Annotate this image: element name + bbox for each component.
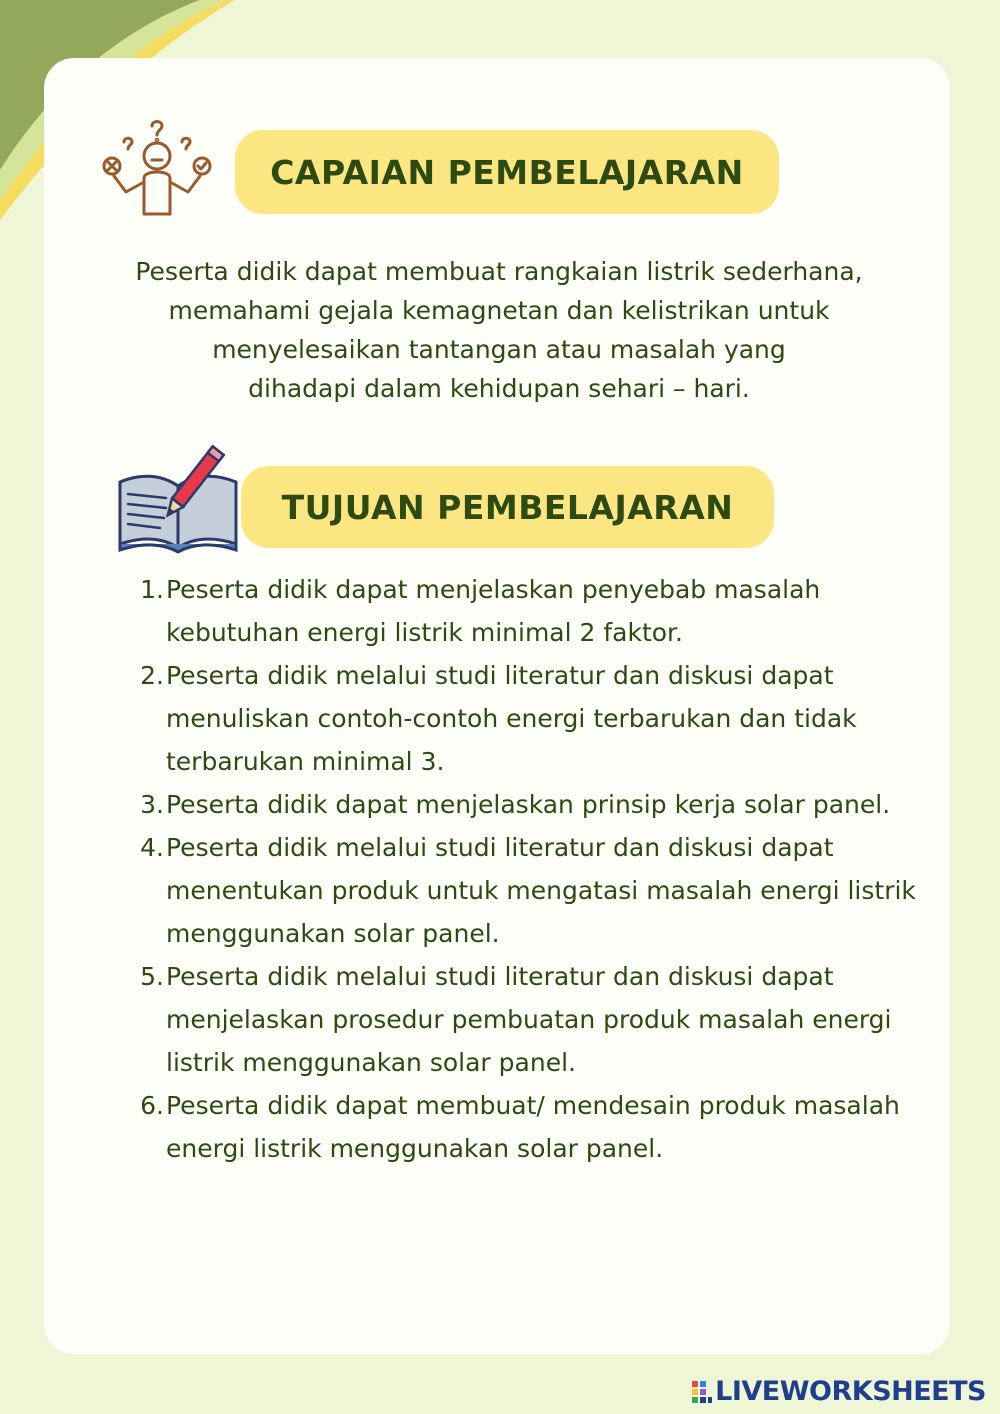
list-item-text: Peserta didik dapat menjelaskan prinsip kerja solar panel. <box>166 790 891 819</box>
capaian-heading: CAPAIAN PEMBELAJARAN <box>270 152 744 192</box>
list-item <box>116 1084 926 1170</box>
list-item-text: Peserta didik dapat menjelaskan penyebab masalah kebutuhan energi listrik minimal 2 faktor. <box>166 575 821 647</box>
list-item-text: Peserta didik dapat membuat/ mendesain produk masalah energi listrik menggunakan solar panel. <box>166 1091 900 1163</box>
capaian-heading-pill <box>235 130 779 214</box>
tujuan-list <box>116 568 926 1170</box>
book-pencil-icon <box>114 440 242 554</box>
list-item-number: 1. <box>140 575 164 604</box>
list-item-number: 6. <box>140 1091 164 1120</box>
tujuan-heading-pill <box>241 466 774 548</box>
liveworksheets-logo[interactable] <box>691 1376 986 1407</box>
liveworksheets-logo-icon <box>691 1379 713 1405</box>
list-item <box>116 955 926 1084</box>
confused-person-icon <box>98 118 216 218</box>
list-item <box>116 826 926 955</box>
brand-name: LIVEWORKSHEETS <box>715 1376 986 1407</box>
list-item-text: Peserta didik melalui studi literatur dan diskusi dapat menjelaskan prosedur pembuatan produk masalah energi listrik menggunakan solar panel. <box>166 962 892 1077</box>
list-item-number: 3. <box>140 790 164 819</box>
list-item-text: Peserta didik melalui studi literatur dan diskusi dapat menuliskan contoh-contoh energi terbarukan dan tidak terbarukan minimal 3. <box>166 661 857 776</box>
list-item-number: 4. <box>140 833 164 862</box>
list-item-number: 5. <box>140 962 164 991</box>
list-item-number: 2. <box>140 661 164 690</box>
capaian-text: Peserta didik dapat membuat rangkaian listrik sederhana, memahami gejala kemagnetan dan kelistrikan untuk menyelesaikan tantangan atau masalah yang dihadapi dalam kehidupan sehari – hari. <box>135 257 863 403</box>
list-item <box>116 568 926 654</box>
tujuan-heading: TUJUAN PEMBELAJARAN <box>281 487 734 527</box>
list-item <box>116 783 926 826</box>
list-item-text: Peserta didik melalui studi literatur dan diskusi dapat menentukan produk untuk mengatasi masalah energi listrik menggunakan solar panel. <box>166 833 916 948</box>
list-item <box>116 654 926 783</box>
